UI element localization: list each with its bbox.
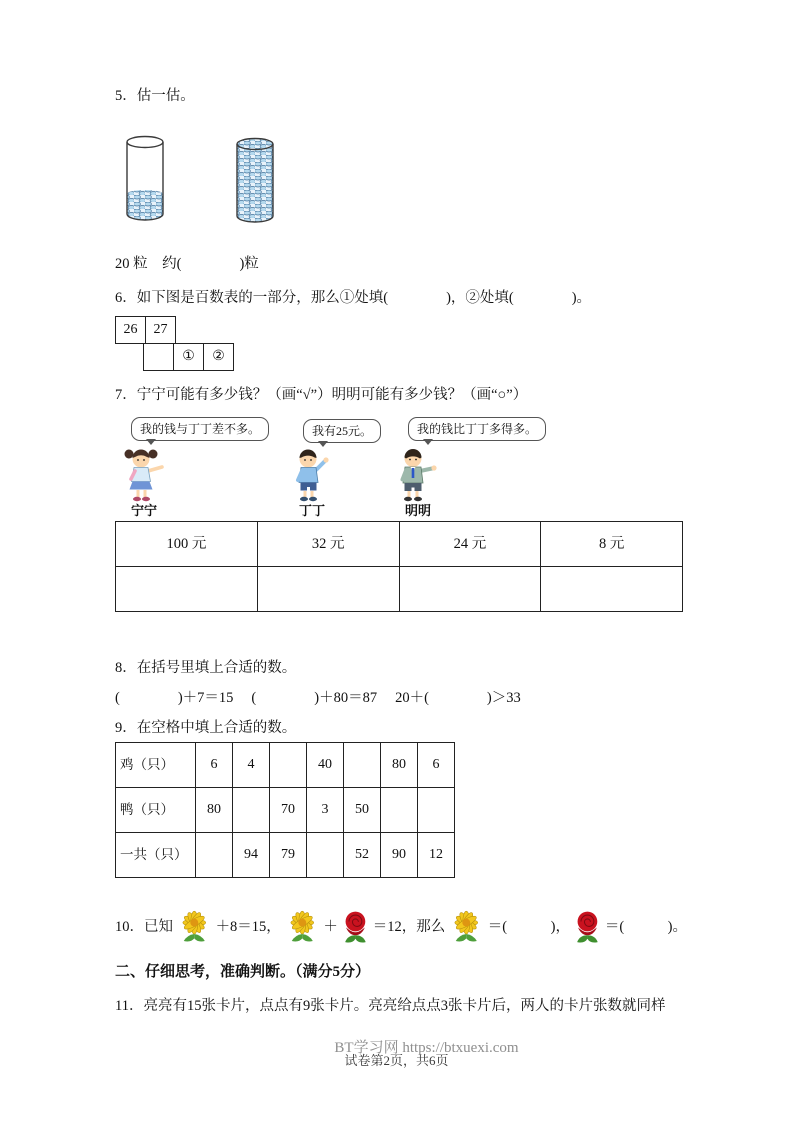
worksheet-content [115,86,687,1016]
money-option: 100 元 [116,522,258,567]
question-8-title: 8．在括号里填上合适的数。 [115,660,297,676]
character-name-mingming: 明明 [405,503,432,518]
table-cell [196,833,233,878]
grid-cell: 27 [145,316,176,344]
hundred-chart-row-bottom [143,343,687,371]
question-10-text: ＋8＝15， [215,919,281,935]
speech-bubble-mingming: 我的钱比丁丁多得多。 [408,417,546,441]
boy-mingming-illustration [391,445,445,503]
grid-cell [143,343,174,371]
table-cell: 6 [196,743,233,788]
character-name-dingding: 丁丁 [299,503,326,518]
estimation-jars-figure [115,132,687,228]
table-row [116,522,683,567]
jar-full-beans [233,134,277,228]
table-cell [233,788,270,833]
hundred-chart-row-top [115,316,687,344]
table-cell: 50 [344,788,381,833]
equation: ( )＋7＝15 [115,690,234,706]
question-10-text: 10．已知 [115,919,173,935]
question-10-text: ＝( )， [487,919,570,935]
table-cell [418,788,455,833]
table-cell: 6 [418,743,455,788]
money-answer-cell [399,567,541,612]
question-10-text: ＋ [323,919,338,935]
money-choices-table [115,521,683,612]
table-row [116,743,455,788]
money-option: 32 元 [257,522,399,567]
row-label: 鸭（只） [116,788,196,833]
table-cell: 79 [270,833,307,878]
speech-bubble-dingding: 我有25元。 [303,419,381,443]
table-cell [270,743,307,788]
table-cell [307,833,344,878]
question-5-caption: 20 粒 约( )粒 [115,256,259,272]
chrysanthemum-icon [283,908,322,946]
money-answer-cell [257,567,399,612]
row-label: 鸡（只） [116,743,196,788]
table-cell: 70 [270,788,307,833]
grid-cell: 26 [115,316,146,344]
speech-bubble-ningning: 我的钱与丁丁差不多。 [131,417,269,441]
chicken-duck-table [115,742,455,878]
hundred-chart-fragment [115,316,687,371]
table-row [116,567,683,612]
money-option: 24 元 [399,522,541,567]
question-10-text: ＝( )。 [604,919,687,935]
rose-icon [340,909,371,946]
question-7-title: 7．宁宁可能有多少钱？（画“√”）明明可能有多少钱？（画“○”） [115,387,528,403]
table-cell [344,743,381,788]
question-8-equations [115,688,687,708]
table-cell: 40 [307,743,344,788]
chrysanthemum-icon [447,908,486,946]
question-11-text: 11．亮亮有15张卡片，点点有9张卡片。亮亮给点点3张卡片后，两人的卡片张数就同样 [115,998,666,1014]
question-5-title: 5．估一估。 [115,88,195,104]
money-answer-cell [116,567,258,612]
section-2-heading: 二、仔细思考，准确判断。（满分5分） [115,964,371,980]
row-label: 一共（只） [116,833,196,878]
table-cell: 94 [233,833,270,878]
table-cell [381,788,418,833]
table-cell: 80 [196,788,233,833]
character-name-ningning: 宁宁 [131,503,158,518]
grid-cell: ② [203,343,234,371]
table-cell: 4 [233,743,270,788]
question-10 [115,908,687,946]
boy-dingding-illustration [285,445,335,503]
jar-few-beans [123,132,167,226]
page-number: 试卷第2页，共6页 [344,1053,449,1068]
money-answer-cell [541,567,683,612]
grid-cell: ① [173,343,204,371]
table-cell: 3 [307,788,344,833]
question-7-illustration [115,417,687,517]
girl-ningning-illustration [117,445,183,503]
table-row [116,788,455,833]
question-6-title: 6．如下图是百数表的一部分，那么①处填( )，②处填( )。 [115,290,592,306]
rose-icon [572,909,603,946]
chrysanthemum-icon [175,908,214,946]
money-option: 8 元 [541,522,683,567]
equation: ( )＋80＝87 [251,690,378,706]
character-ningning [117,445,183,521]
character-mingming [391,445,445,521]
table-cell: 90 [381,833,418,878]
site-watermark: BT学习网 https://btxuexi.com [334,1040,519,1056]
table-cell: 12 [418,833,455,878]
question-9-title: 9．在空格中填上合适的数。 [115,720,297,736]
table-row [116,833,455,878]
table-cell: 80 [381,743,418,788]
table-cell: 52 [344,833,381,878]
question-10-text: ＝12，那么 [372,919,446,935]
character-dingding [285,445,335,521]
equation: 20＋( )＞33 [395,690,521,706]
